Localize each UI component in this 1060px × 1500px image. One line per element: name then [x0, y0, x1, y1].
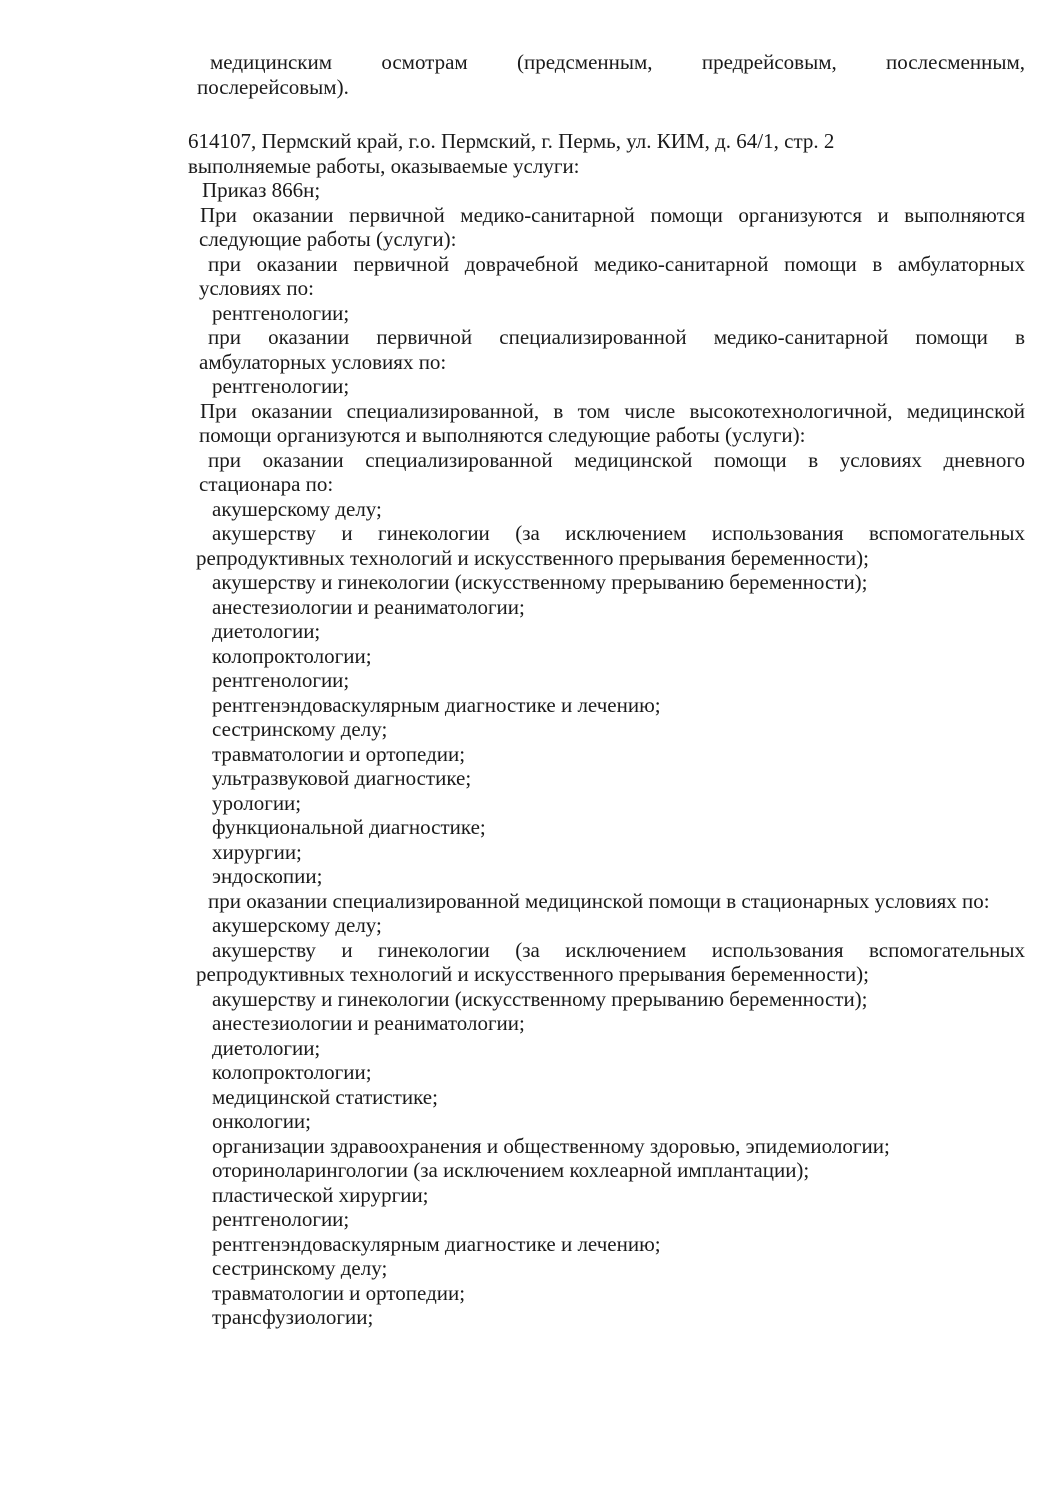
document-line: рентгенологии;: [212, 300, 350, 325]
document-line: акушерскому делу;: [212, 496, 382, 521]
document-line: травматологии и ортопедии;: [212, 741, 466, 766]
document-line: организации здравоохранения и общественному здоровью, эпидемиологии;: [212, 1133, 890, 1158]
document-line: оториноларингологии (за исключением кохлеарной имплантации);: [212, 1158, 810, 1182]
document-line: акушерству и гинекологии (искусственному прерыванию беременности);: [212, 570, 868, 594]
document-line: условиях по:: [199, 276, 314, 300]
document-line: репродуктивных технологий и искусственного прерывания беременности);: [196, 962, 869, 986]
document-line: При оказании специализированной, в том числе высокотехнологичной, медицинской: [200, 398, 1025, 423]
document-line: 614107, Пермский край, г.о. Пермский, г. Пермь, ул. КИМ, д. 64/1, стр. 2: [188, 129, 835, 153]
document-line: сестринскому делу;: [212, 717, 388, 741]
document-line: онкологии;: [212, 1109, 312, 1133]
document-line: акушерству и гинекологии (за исключением использования вспомогательных: [212, 937, 1025, 962]
document-line: пластической хирургии;: [212, 1182, 429, 1207]
document-line: трансфузиологии;: [212, 1305, 374, 1329]
document-body: [0, 50, 1060, 1330]
document-line: рентгенологии;: [212, 374, 350, 398]
document-line: колопроктологии;: [212, 1060, 372, 1084]
document-line: рентгенэндоваскулярным диагностике и лечению;: [212, 1231, 661, 1256]
document-line: травматологии и ортопедии;: [212, 1280, 466, 1305]
document-line: анестезиологии и реаниматологии;: [212, 1011, 525, 1035]
document-line: амбулаторных условиях по:: [199, 349, 447, 374]
document-line: при оказании первичной специализированной медико-санитарной помощи в: [208, 325, 1025, 349]
document-line: урологии;: [212, 790, 302, 815]
document-line: при оказании специализированной медицинской помощи в стационарных условиях по:: [208, 888, 990, 913]
document-line: при оказании специализированной медицинской помощи в условиях дневного: [208, 447, 1025, 472]
document-line: При оказании первичной медико-санитарной помощи организуются и выполняются: [200, 202, 1025, 227]
document-line: ультразвуковой диагностике;: [212, 766, 472, 790]
document-line: Приказ 866н;: [202, 178, 321, 202]
document-line: диетологии;: [212, 619, 321, 643]
document-line: акушерству и гинекологии (за исключением использования вспомогательных: [212, 521, 1025, 545]
document-line: следующие работы (услуги):: [199, 227, 457, 251]
document-line: колопроктологии;: [212, 643, 372, 668]
document-line: медицинской статистике;: [212, 1084, 438, 1109]
document-line: акушерству и гинекологии (искусственному прерыванию беременности);: [212, 986, 868, 1011]
document-line: рентгенологии;: [212, 668, 350, 692]
document-line: сестринскому делу;: [212, 1256, 388, 1280]
document-line: послерейсовым).: [197, 74, 349, 99]
document-line: выполняемые работы, оказываемые услуги:: [188, 153, 580, 178]
document-line: стационара по:: [199, 472, 334, 496]
document-line: рентгенологии;: [212, 1207, 350, 1231]
document-line: хирургии;: [212, 839, 302, 864]
document-line: анестезиологии и реаниматологии;: [212, 594, 525, 619]
document-line: при оказании первичной доврачебной медико-санитарной помощи в амбулаторных: [208, 251, 1025, 276]
document-line: медицинским осмотрам (предсменным, предрейсовым, послесменным,: [210, 50, 1025, 74]
document-line: репродуктивных технологий и искусственного прерывания беременности);: [196, 545, 869, 570]
document-line: функциональной диагностике;: [212, 815, 486, 839]
document-line: диетологии;: [212, 1035, 321, 1060]
document-line: помощи организуются и выполняются следующие работы (услуги):: [199, 423, 806, 447]
document-line: рентгенэндоваскулярным диагностике и лечению;: [212, 692, 661, 717]
document-line: эндоскопии;: [212, 864, 323, 888]
document-line: акушерскому делу;: [212, 913, 382, 937]
